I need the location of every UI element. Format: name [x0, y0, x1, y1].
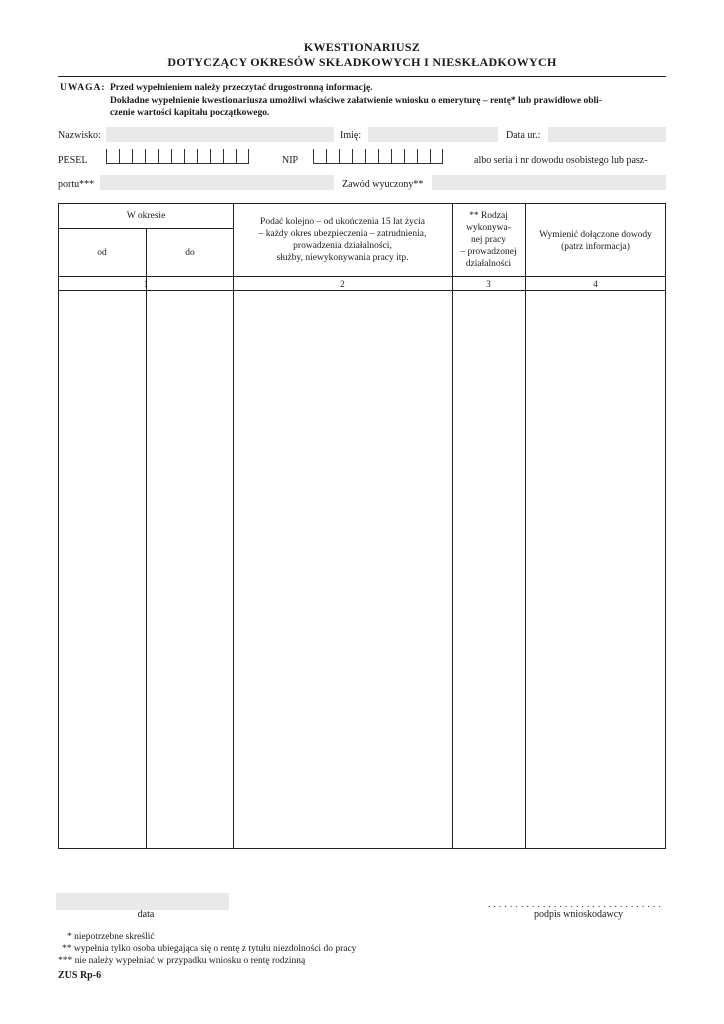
notice-label: UWAGA:	[60, 83, 106, 93]
footnote-3: *** nie należy wypełniać w przypadku wniosku o rentę rodzinną	[58, 956, 306, 966]
footnote-2: ** wypełnia tylko osoba ubiegająca się o rentę z tytułu niezdolności do pracy	[62, 944, 357, 954]
nip-label: NIP	[282, 155, 299, 166]
to-header: do	[185, 248, 195, 258]
surname-field[interactable]	[106, 127, 334, 142]
date-field[interactable]	[56, 893, 229, 910]
col-number-3: 3	[486, 279, 491, 289]
firstname-field[interactable]	[368, 127, 498, 142]
id-document-field[interactable]	[100, 175, 334, 190]
header-rule	[58, 276, 666, 277]
form-code: ZUS Rp-6	[58, 970, 102, 981]
signature-line[interactable]: . . . . . . . . . . . . . . . . . . . . . . . . . . . . . . . .	[488, 899, 662, 909]
period-header: W okresie	[126, 211, 166, 221]
passport-label: portu***	[58, 179, 95, 190]
notice-line-2: Dokładne wypełnienie kwestionariusza umożliwi właściwe załatwienie wniosku o emeryturę – rentę* lub prawidłowe obli-	[110, 96, 602, 106]
description-header: Podać kolejno – od ukończenia 15 lat życia – każdy okres ubezpieczenia – zatrudnienia, prowadzenia działalności, służby, niewykonywania pracy itp.	[258, 217, 427, 263]
notice-line-3: czenie wartości kapitału początkowego.	[110, 108, 270, 118]
title-rule	[58, 76, 666, 77]
profession-label: Zawód wyuczony**	[342, 179, 424, 190]
id-document-label: albo seria i nr dowodu osobistego lub pasz-	[474, 155, 648, 166]
col-number-2: 2	[340, 279, 345, 289]
col-number-4: 4	[593, 279, 598, 289]
footnote-1: * niepotrzebne skreślić	[67, 932, 155, 942]
notice-line-1: Przed wypełnieniem należy przeczytać drugostronną informację.	[110, 83, 373, 93]
period-subheader-rule	[58, 228, 234, 229]
surname-label: Nazwisko:	[58, 130, 101, 141]
signature-label: podpis wnioskodawcy	[534, 909, 624, 920]
periods-table-body[interactable]	[59, 291, 665, 848]
profession-field[interactable]	[432, 175, 666, 190]
work-type-header: ** Rodzaj wykonywa- nej pracy – prowadzonej działalności	[460, 211, 517, 269]
firstname-label: Imię:	[340, 130, 362, 141]
date-label: data	[137, 909, 155, 920]
form-title: KWESTIONARIUSZ	[303, 40, 421, 54]
from-header: od	[97, 248, 107, 258]
col-number-1: 1	[143, 279, 149, 289]
proof-header: Wymienić dołączone dowody (patrz informacja)	[539, 230, 652, 252]
pesel-field[interactable]	[106, 149, 249, 164]
birthdate-field[interactable]	[548, 127, 666, 142]
pesel-label: PESEL	[58, 155, 88, 166]
form-subtitle: DOTYCZĄCY OKRESÓW SKŁADKOWYCH I NIESKŁADKOWYCH	[167, 55, 557, 69]
nip-field[interactable]	[313, 149, 443, 164]
birthdate-label: Data ur.:	[506, 130, 541, 141]
